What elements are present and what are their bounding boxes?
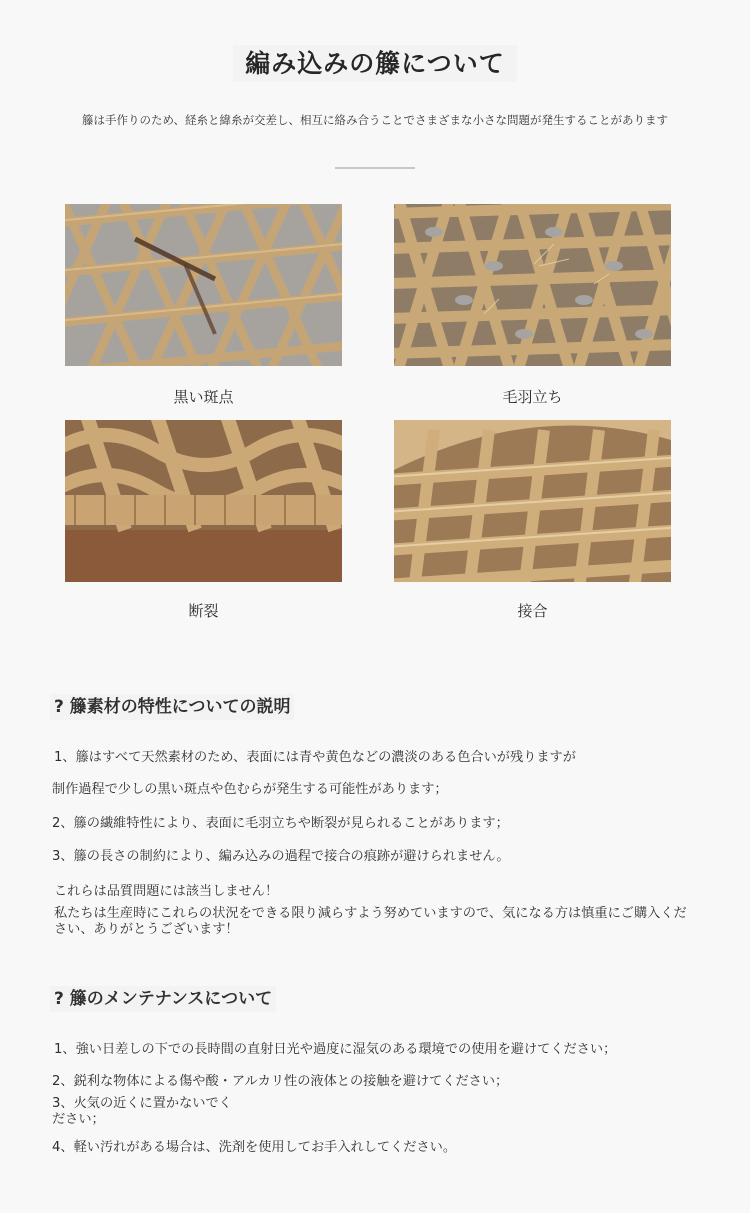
photo-joint bbox=[394, 420, 671, 582]
page-title: 編み込みの籐について bbox=[0, 44, 750, 80]
maintenance-item-3: 3、火気の近くに置かないでください； bbox=[52, 1096, 232, 1127]
maintenance-heading: ? 籐のメンテナンスについて bbox=[50, 984, 276, 1009]
caption-breakage: 断裂 bbox=[188, 602, 219, 620]
divider bbox=[335, 167, 415, 169]
properties-item-2: 2、籐の繊維特性により、表面に毛羽立ちや断裂が見られることがあります； bbox=[52, 816, 509, 831]
properties-item-1b: 制作過程で少しの黒い斑点や色むらが発生する可能性があります； bbox=[52, 782, 448, 797]
properties-note-1: これらは品質問題には該当しません！ bbox=[54, 884, 279, 899]
caption-fuzz: 毛羽立ち bbox=[502, 388, 563, 406]
maintenance-item-1: 1、強い日差しの下での長時間の直射日光や過度に湿気のある環境での使用を避けてください； bbox=[54, 1042, 617, 1057]
caption-joint: 接合 bbox=[517, 602, 548, 620]
caption-black-spots: 黒い斑点 bbox=[173, 388, 234, 406]
intro-text: 籐は手作りのため、経糸と緯糸が交差し、相互に絡み合うことでさまざまな小さな問題が発生することがあります bbox=[81, 113, 669, 127]
properties-note-2: 私たちは生産時にこれらの状況をできる限り減らすよう努めていますので、気になる方は慎重にご購入ください、ありがとうございます！ bbox=[54, 906, 687, 937]
photo-breakage bbox=[65, 420, 342, 582]
properties-item-1a: 1、籐はすべて天然素材のため、表面には青や黄色などの濃淡のある色合いが残りますが bbox=[54, 750, 576, 765]
properties-heading: ? 籐素材の特性についての説明 bbox=[50, 692, 294, 717]
maintenance-item-2: 2、鋭利な物体による傷や酸・アルカリ性の液体との接触を避けてください； bbox=[52, 1074, 509, 1089]
properties-item-3: 3、籐の長さの制約により、編み込みの過程で接合の痕跡が避けられません。 bbox=[52, 849, 510, 864]
photo-fuzz bbox=[394, 204, 671, 366]
photo-black-spots bbox=[65, 204, 342, 366]
maintenance-item-4: 4、軽い汚れがある場合は、洗剤を使用してお手入れしてください。 bbox=[52, 1140, 457, 1155]
